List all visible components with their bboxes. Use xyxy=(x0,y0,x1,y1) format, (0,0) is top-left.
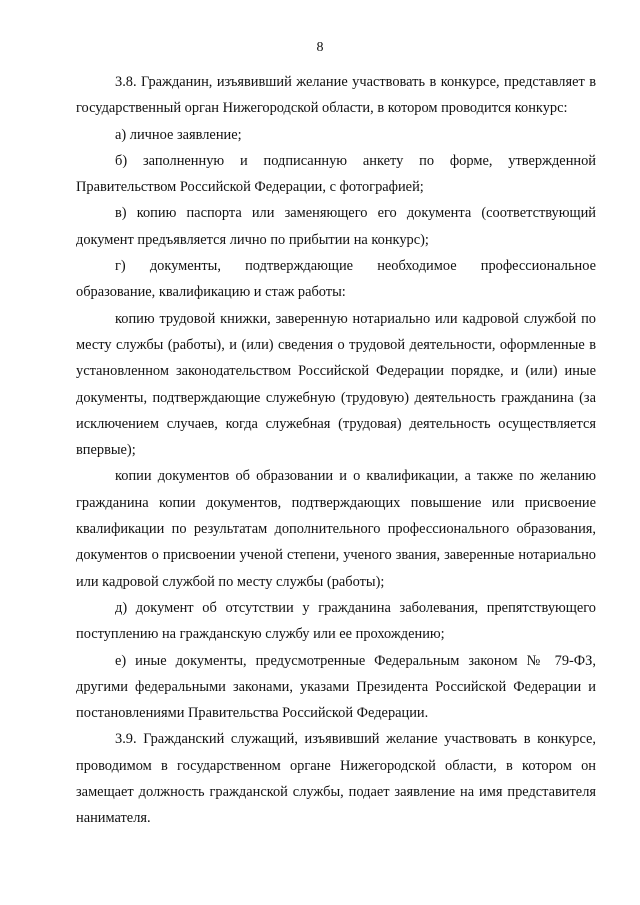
paragraph-item-e: е) иные документы, предусмотренные Федеральным законом № 79-ФЗ, другими федеральными законами, указами Президента Российской Федерации и постановлениями Правительства Российской Федерации. xyxy=(76,652,596,722)
paragraph-item-b: б) заполненную и подписанную анкету по форме, утвержденной Правительством Российской Федерации, с фотографией; xyxy=(76,152,596,196)
paragraph-education-docs: копии документов об образовании и о квалификации, а также по желанию гражданина копии документов, подтверждающих повышение или присвоение квалификации по результатам дополнительного профессионального образования, документов о присвоении ученой степени, ученого звания, заверенные нотариально или кадровой службой по месту службы (работы); xyxy=(76,468,596,590)
paragraph-work-record: копию трудовой книжки, заверенную нотариально или кадровой службой по месту службы (работы), и (или) сведения о трудовой деятельности, оформленные в установленном законодательством Российской Федерации порядке, и (или) иные документы, подтверждающие служебную (трудовую) деятельность гражданина (за исключением случаев, когда служебная (трудовая) деятельность осуществляется впервые); xyxy=(76,310,596,459)
paragraph-3-8: 3.8. Гражданин, изъявивший желание участвовать в конкурсе, представляет в государственный орган Нижегородской области, в котором проводится конкурс: xyxy=(76,74,596,117)
paragraph-3-9: 3.9. Гражданский служащий, изъявивший желание участвовать в конкурсе, проводимом в государственном органе Нижегородской области, в котором он замещает должность гражданской службы, подает заявление на имя представителя нанимателя. xyxy=(76,731,596,827)
paragraph-item-d: д) документ об отсутствии у гражданина заболевания, препятствующего поступлению на гражданскую службу или ее прохождению; xyxy=(76,599,596,643)
paragraph-item-v: в) копию паспорта или заменяющего его документа (соответствующий документ предъявляется лично по прибытии на конкурс); xyxy=(76,205,596,248)
paragraph-item-a: а) личное заявление; xyxy=(115,126,242,143)
page-number: 8 xyxy=(316,40,324,55)
paragraph-item-g: г) документы, подтверждающие необходимое профессиональное образование, квалификацию и стаж работы: xyxy=(76,258,596,301)
document-body xyxy=(76,69,596,832)
